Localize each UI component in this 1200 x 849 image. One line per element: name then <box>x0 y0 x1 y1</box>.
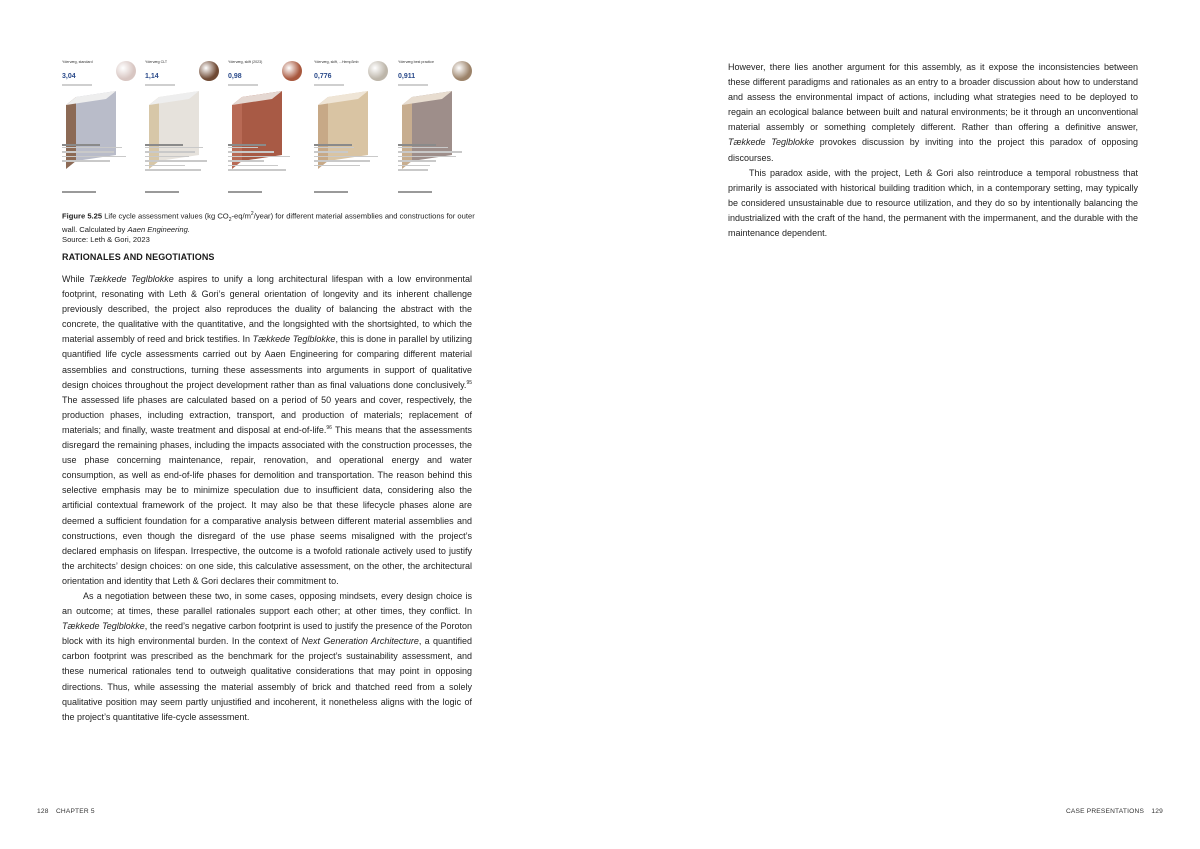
panel-total <box>314 191 348 193</box>
panel-unit <box>398 84 428 86</box>
figure-panel <box>145 58 223 204</box>
caption-superscript: 2 <box>250 211 254 217</box>
panel-total <box>398 191 432 193</box>
spec-title <box>145 144 183 146</box>
right-footer <box>1066 808 1163 815</box>
material-swatch <box>116 61 136 81</box>
left-footer <box>37 808 95 815</box>
spec-lines <box>62 147 134 165</box>
figure-panel <box>398 58 476 204</box>
section-label: CASE PRESENTATIONS <box>1065 808 1145 815</box>
panel-value: 0,911 <box>398 73 416 80</box>
caption-text: /year) for different material assemblies and constructions for outer wall. Calculated by <box>62 211 475 235</box>
footnote-marker: 95 <box>466 379 472 386</box>
panel-value: 0,776 <box>314 73 332 80</box>
page-number: 129 <box>1151 808 1163 815</box>
paragraph: This paradox aside, with the project, Leth & Gori also reintroduce a temporal robustness that primarily is associated with historical building tradition which, in a contemporary setting, may typically be considered unsustainable due to resource utilization, and they do so by intentionally balancing the industrialized with the craft of the hand, the permanent with the impermanent, and the durable with the maintenance dependent. <box>728 167 1138 239</box>
paragraph: While Tækkede Teglblokke aspires to unify a long architectural lifespan with a low environmental footprint, resonating with Leth & Gori’s general orientation of longevity and its inherent challenge previously described, the project also reproduces the duality of balancing the abstract with the concrete, the qualitative with the quantitative, and the longsighted with the shortsighted, to which the material assembly of reed and brick testifies. In Tækkede Teglblokke, this is done in parallel by utilizing quantified life cycle assessments carried out by Aaen Engineering for comparing different material assemblies and constructions, turning these assessments into arguments in support of qualitative design choices throughout the project development rather than as final valuations done conclusively.$^{95}$ The assessed life phases are calculated based on a period of 50 years and cover, respectively, the production phases, including extraction, transport, and production of materials; replacement of materials; and finally, waste treatment and disposal at end-of-life.$^{96}$ This means that the assessments disregard the remaining phases, including the impacts associated with the construction processes, the use phase concerning maintenance, repair, renovation, and operational energy and water consumption, as well as end-of-life phases for demolition and transportation. The reason behind this selective emphasis may be to minimize speculation due to insufficient data, considering also the artificial contextual framework of the project. It may also be that these lifecycle phases alone are deemed a sufficient foundation for a comparative analysis between different material assemblies and constructions, even though the disregard of the use phase seems misaligned with the project’s declared emphasis on lifespan. Irrespective, the outcome is a twofold rationale actively used to justify the architects’ design choices: on one side, this calculative assessment, on the other, the architectural orientation and identity that Leth & Gori declares their commitment to. <box>62 274 472 586</box>
caption-source: Source: Leth & Gori, 2023 <box>62 234 150 244</box>
panel-label: Ydervæg CLT <box>145 60 168 64</box>
section-heading: RATIONALES AND NEGOTIATIONS <box>62 252 215 262</box>
caption-text: -eq/m <box>231 211 251 221</box>
figure-panel <box>314 58 392 204</box>
panel-label: Ydervæg, skift (2023) <box>228 60 263 64</box>
panel-unit <box>145 84 175 86</box>
page-number: 128 <box>37 808 49 815</box>
panel-value: 0,98 <box>228 73 242 80</box>
figure-panel <box>228 58 306 204</box>
panel-total <box>228 191 262 193</box>
material-swatch <box>282 61 302 81</box>
chapter-label: CHAPTER 5 <box>55 808 95 815</box>
material-swatch <box>199 61 219 81</box>
spec-lines <box>145 147 217 174</box>
panel-value: 3,04 <box>62 73 76 80</box>
panel-unit <box>314 84 344 86</box>
footnote-marker: 96 <box>326 424 332 431</box>
spec-lines <box>228 147 300 174</box>
right-body-text <box>728 60 1138 241</box>
panel-value: 1,14 <box>145 73 159 80</box>
spec-lines <box>398 147 470 174</box>
panel-label: Ydervæg best practice <box>398 60 434 64</box>
caption-credit: Aaen Engineering. <box>127 225 190 235</box>
material-swatch <box>452 61 472 81</box>
lca-figure <box>62 58 474 204</box>
caption-text: Life cycle assessment values (kg CO <box>102 211 229 221</box>
paragraph: As a negotiation between these two, in some cases, opposing mindsets, every design choice is an outcome; at times, these parallel rationales support each other; at other times, they conflict. In Tækkede Teglblokke, the reed’s negative carbon footprint is used to justify the presence of the Poroton block with its high environmental burden. In the context of Next Generation Architecture, a quantified carbon footprint was prescribed as the benchmark for the project’s sustainability assessment, and these numerical rationales tend to outweigh qualitative considerations that may point in opposing directions. Thus, while assessing the material assembly of brick and thatched reed from a solely qualitative position may seem partly unjustified and incoherent, it nonetheless aligns with the logic of the project’s quantitative life-cycle assessment. <box>62 590 472 722</box>
right-page <box>600 0 1200 849</box>
spec-title <box>62 144 100 146</box>
panel-total <box>145 191 179 193</box>
material-swatch <box>368 61 388 81</box>
panel-label: Ydervæg, skift, ...Hemp3mb <box>314 60 359 64</box>
left-body-text <box>62 272 472 725</box>
paragraph: However, there lies another argument for this assembly, as it expose the inconsistencies between these different paradigms and rationales as an entry to a broader discussion about how to understand and assess the environmental impact of actions, including what strategies need to be deployed to regain an ecological balance between built and natural environments; be it through an unconventional material assembly or something completely different. Rather than offering a definitive answer, Tækkede Teglblokke provokes discussion by inviting into the project this paradox of opposing discourses. <box>728 62 1139 163</box>
figure-panel <box>62 58 140 204</box>
spec-title <box>314 144 352 146</box>
figure-number: Figure 5.25 <box>62 211 103 221</box>
panel-unit <box>228 84 258 86</box>
panel-unit <box>62 84 92 86</box>
spec-lines <box>314 147 386 169</box>
figure-caption <box>62 210 482 244</box>
panel-total <box>62 191 96 193</box>
spec-title <box>228 144 266 146</box>
panel-label: Ydervæg, standard <box>62 60 93 64</box>
spec-title <box>398 144 436 146</box>
caption-subscript: 2 <box>228 217 232 224</box>
